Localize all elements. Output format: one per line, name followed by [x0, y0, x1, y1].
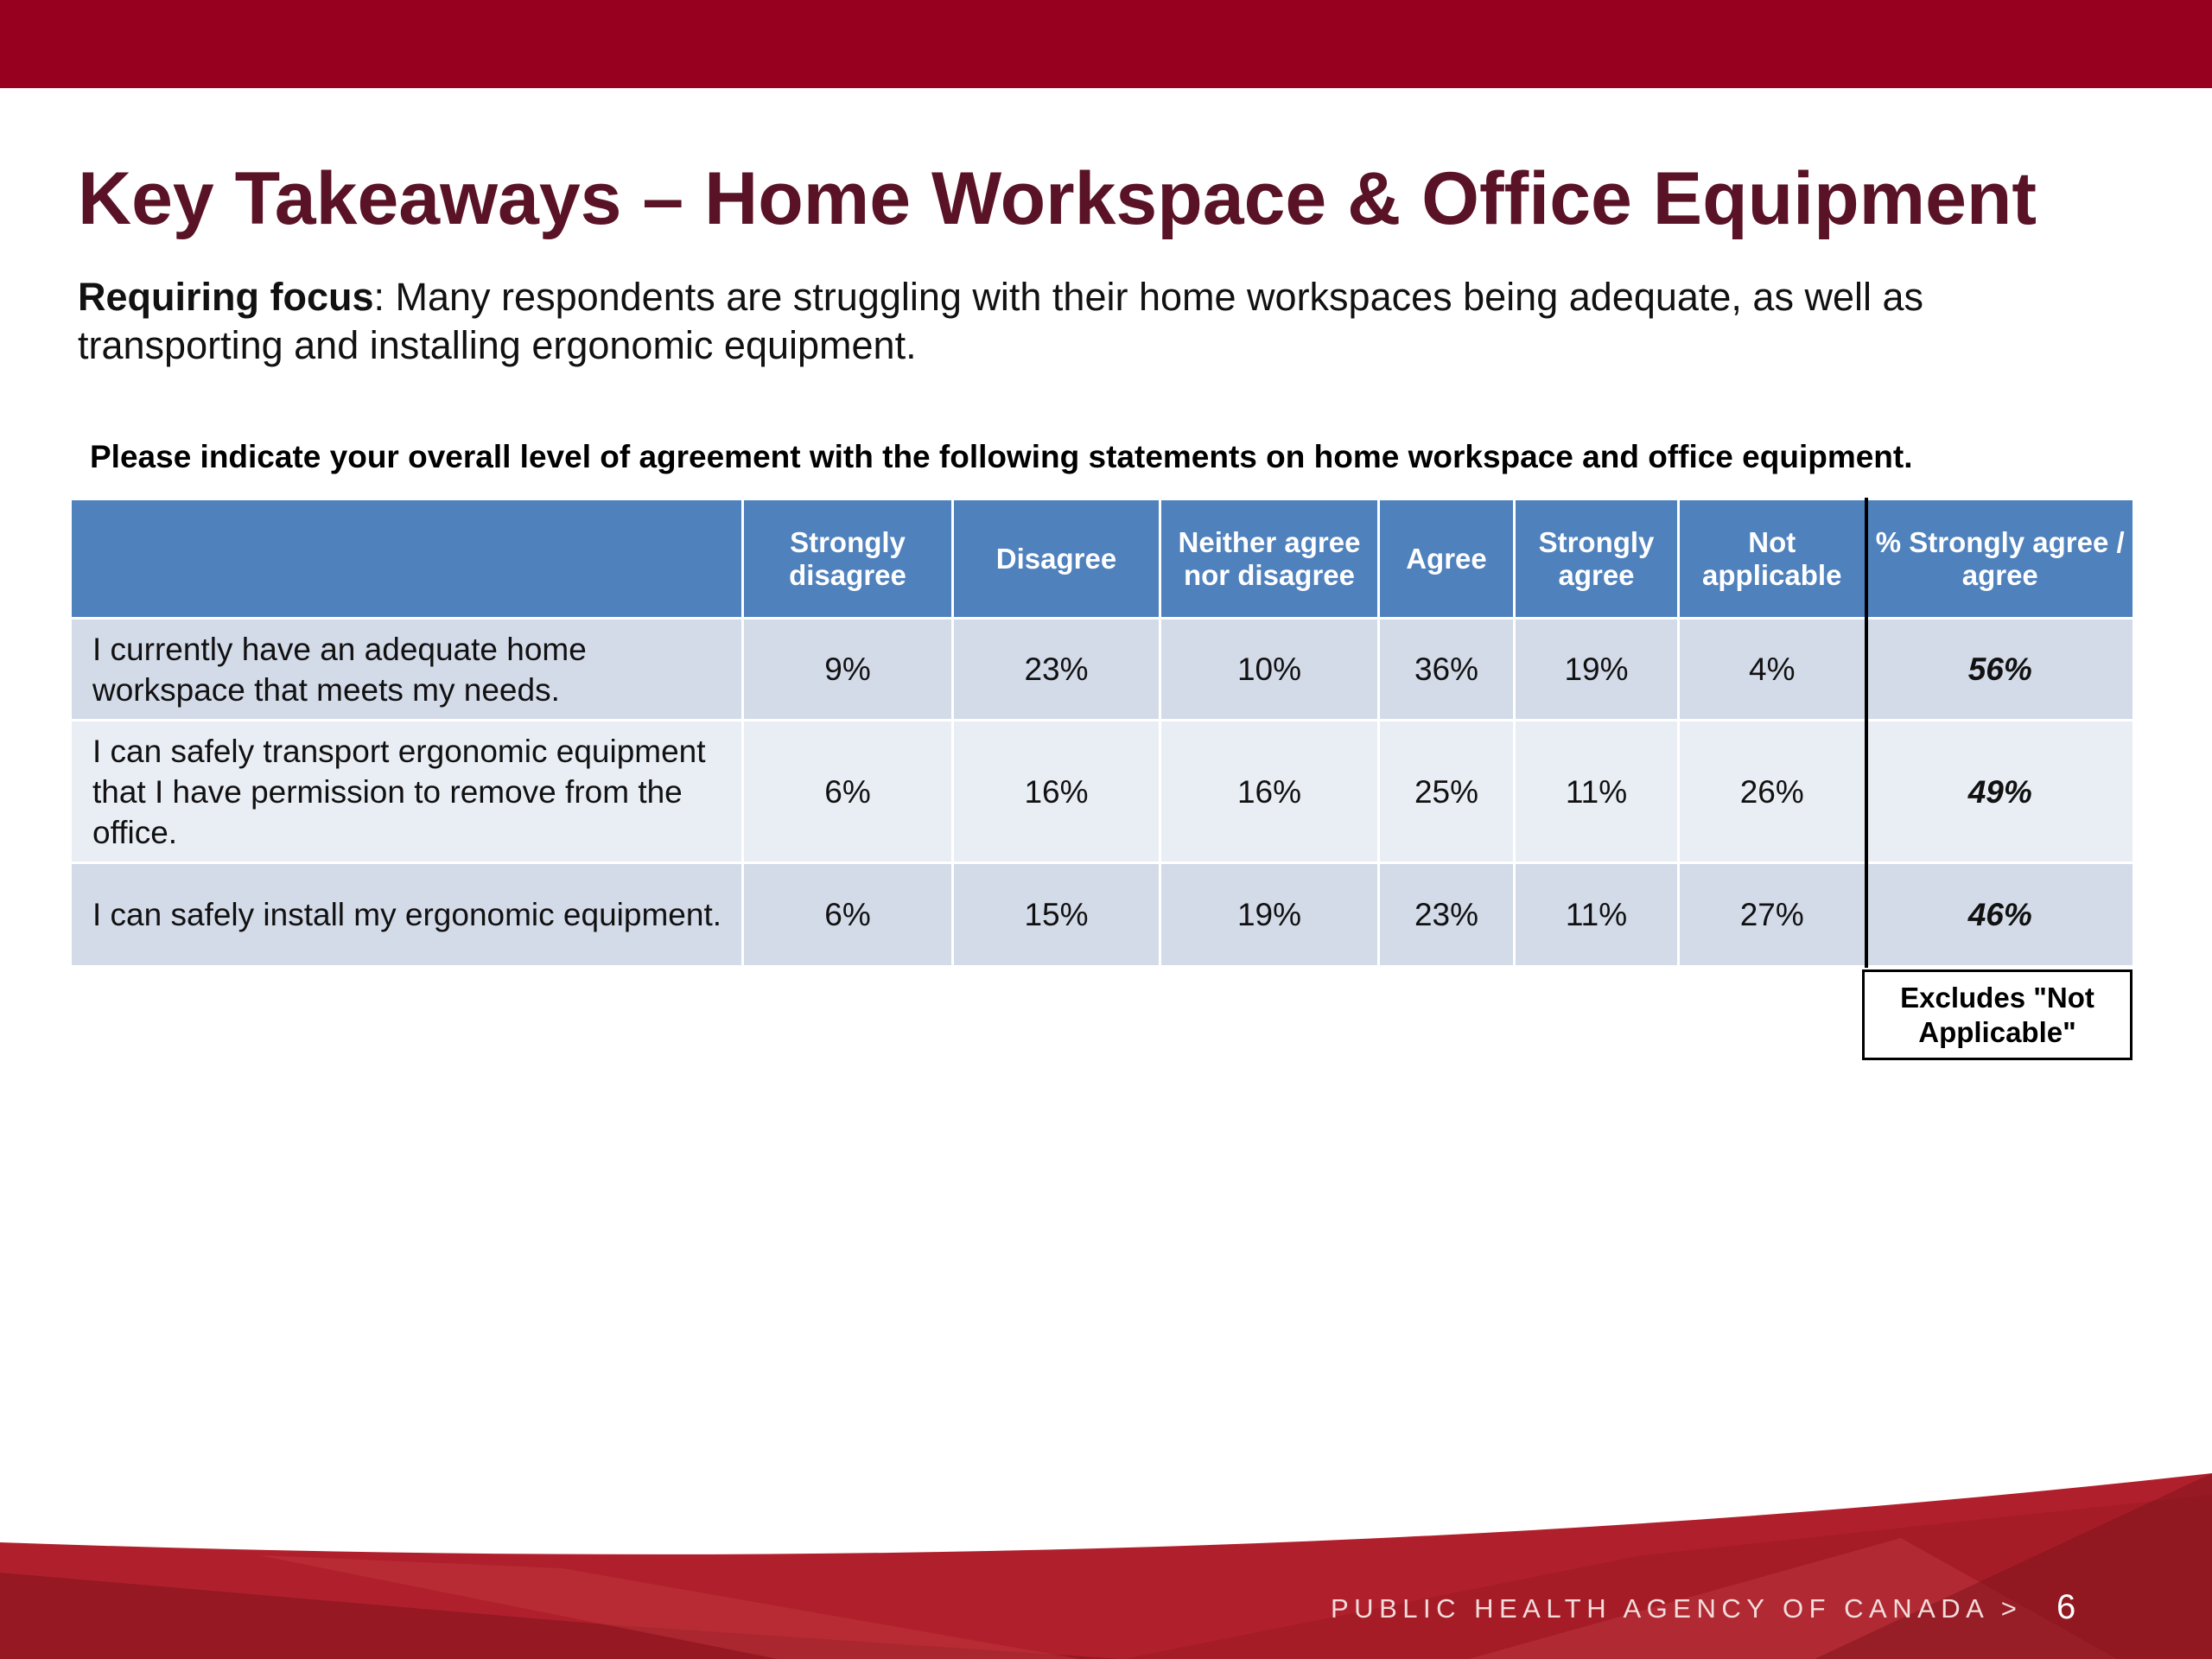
cell-neither: 19%: [1160, 863, 1379, 967]
header-agree: Agree: [1379, 499, 1515, 619]
cell-pct-agree: 49%: [1866, 721, 2134, 863]
slide-title: Key Takeaways – Home Workspace & Office Equipment: [78, 157, 2037, 240]
header-neither: Neither agree nor disagree: [1160, 499, 1379, 619]
cell-disagree: 15%: [953, 863, 1160, 967]
cell-neither: 10%: [1160, 619, 1379, 721]
header-disagree: Disagree: [953, 499, 1160, 619]
cell-pct-agree: 56%: [1866, 619, 2134, 721]
top-banner: [0, 0, 2212, 88]
cell-not-applicable: 26%: [1679, 721, 1866, 863]
cell-strongly-disagree: 6%: [743, 863, 953, 967]
header-strongly-disagree: Strongly disagree: [743, 499, 953, 619]
agreement-table: [69, 498, 2135, 968]
page-number: 6: [2056, 1588, 2076, 1626]
cell-strongly-agree: 19%: [1515, 619, 1679, 721]
row-statement: I can safely transport ergonomic equipment that I have permission to remove from the office.: [71, 721, 743, 863]
header-not-applicable: Not applicable: [1679, 499, 1866, 619]
table-row: [71, 863, 2134, 967]
table-row: [71, 619, 2134, 721]
header-pct-agree: % Strongly agree / agree: [1866, 499, 2134, 619]
cell-strongly-agree: 11%: [1515, 863, 1679, 967]
excludes-note: Excludes "Not Applicable": [1862, 969, 2133, 1060]
row-statement: I currently have an adequate home workspace that meets my needs.: [71, 619, 743, 721]
row-statement: I can safely install my ergonomic equipment.: [71, 863, 743, 967]
cell-strongly-agree: 11%: [1515, 721, 1679, 863]
cell-pct-agree: 46%: [1866, 863, 2134, 967]
focus-statement: [78, 273, 2117, 370]
cell-agree: 23%: [1379, 863, 1515, 967]
cell-strongly-disagree: 9%: [743, 619, 953, 721]
cell-not-applicable: 27%: [1679, 863, 1866, 967]
cell-disagree: 16%: [953, 721, 1160, 863]
cell-disagree: 23%: [953, 619, 1160, 721]
header-statement: [71, 499, 743, 619]
cell-agree: 36%: [1379, 619, 1515, 721]
header-strongly-agree: Strongly agree: [1515, 499, 1679, 619]
cell-not-applicable: 4%: [1679, 619, 1866, 721]
footer-banner: [0, 1460, 2212, 1659]
cell-agree: 25%: [1379, 721, 1515, 863]
focus-text: : Many respondents are struggling with their home workspaces being adequate, as well as transporting and installing ergonomic equipment.: [78, 275, 1924, 367]
table-row: [71, 721, 2134, 863]
cell-strongly-disagree: 6%: [743, 721, 953, 863]
focus-lead: Requiring focus: [78, 275, 374, 319]
table-header-row: [71, 499, 2134, 619]
agency-name: PUBLIC HEALTH AGENCY OF CANADA >: [1331, 1593, 2023, 1624]
cell-neither: 16%: [1160, 721, 1379, 863]
survey-question: Please indicate your overall level of agreement with the following statements on home workspace and office equipment.: [90, 439, 1913, 474]
